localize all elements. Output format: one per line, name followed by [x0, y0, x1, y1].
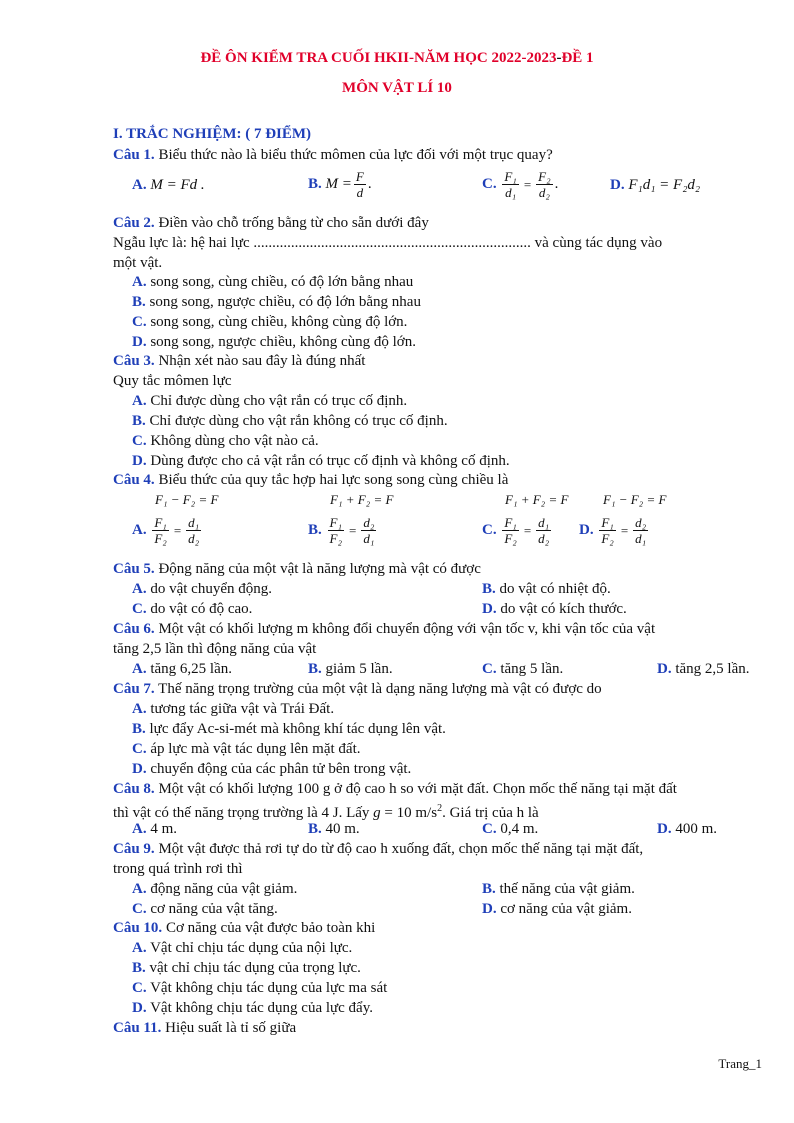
exam-title-main: ĐỀ ÔN KIỂM TRA CUỐI HKII-NĂM HỌC 2022-2023	[200, 50, 557, 66]
option-text: cơ năng của vật tăng.	[146, 901, 278, 917]
option-text: tăng 6,25 lần.	[146, 661, 232, 677]
option-label: B.	[308, 176, 322, 192]
q2-option-b	[132, 292, 421, 312]
option-label: B.	[308, 522, 322, 538]
option-text: song song, ngược chiều, không cùng độ lớn.	[146, 334, 416, 350]
denominator: d₂	[538, 531, 550, 547]
q3-option-c	[132, 431, 319, 451]
option-label: B.	[308, 661, 322, 677]
question-number: Câu 6.	[113, 621, 155, 637]
question-text: Cơ năng của vật được bảo toàn khi	[162, 920, 376, 936]
question-text: Điền vào chỗ trống bằng từ cho sẵn dưới đây	[154, 215, 429, 231]
option-text: Vật không chịu tác dụng của lực ma sát	[146, 980, 388, 996]
option-label: B.	[132, 721, 146, 737]
option-text: 4 m.	[146, 821, 178, 837]
option-label: C.	[132, 901, 147, 917]
option-text: Không dùng cho vật nào cả.	[146, 433, 319, 449]
q2-option-a	[132, 272, 413, 292]
option-text: do vật chuyển động.	[146, 581, 272, 597]
option-text: Chỉ được dùng cho vật rắn có trục cố định.	[146, 393, 408, 409]
question-9	[113, 839, 643, 859]
fraction	[361, 515, 376, 546]
option-text: song song, cùng chiều, không cùng độ lớn.	[146, 314, 408, 330]
option-text: song song, cùng chiều, có độ lớn bằng nhau	[146, 274, 414, 290]
q9-option-a	[132, 879, 297, 899]
question-7	[113, 679, 602, 699]
q8-option-b	[308, 819, 360, 839]
denominator: d₁	[635, 531, 647, 547]
numerator: F₁	[504, 169, 517, 185]
q6-option-d	[657, 659, 750, 679]
numerator: F	[355, 169, 364, 185]
question-text-line: trong quá trình rơi thì	[113, 861, 243, 877]
question-10	[113, 918, 375, 938]
fraction	[354, 169, 366, 200]
denominator: F₂	[504, 531, 517, 547]
option-text: lực đẩy Ac-si-mét mà không khí tác dụng lên vật.	[145, 721, 446, 737]
option-label: D.	[132, 453, 147, 469]
option-label: A.	[132, 661, 147, 677]
option-text: Vật không chịu tác dụng của lực đẩy.	[146, 1000, 373, 1016]
q7-option-d	[132, 759, 411, 779]
denominator: F₂	[329, 531, 342, 547]
q10-option-a	[132, 938, 352, 958]
q5-option-d	[482, 599, 627, 619]
q4-option-c: C. $\frac{\text{F₁}}{\text{F₂}}$ = $\frac{\text{d₁}}{\text{d₂}}$	[482, 515, 550, 547]
question-text-line: một vật.	[113, 255, 163, 271]
q7-option-c	[132, 739, 360, 759]
option-label: B.	[482, 581, 496, 597]
option-text: chuyển động của các phân tử bên trong vật.	[146, 761, 412, 777]
q1-option-a	[132, 175, 205, 195]
q5-option-c	[132, 599, 252, 619]
option-text: tăng 5 lần.	[496, 661, 564, 677]
subject-title: MÔN VẬT LÍ 10	[342, 80, 452, 96]
q6-option-b	[308, 659, 393, 679]
option-text: động năng của vật giảm.	[146, 881, 298, 897]
question-number: Câu 3.	[113, 353, 155, 369]
option-text: thế năng của vật giảm.	[495, 881, 635, 897]
option-label: C.	[482, 821, 497, 837]
question-text: Một vật được thả rơi tự do từ độ cao h xuống đất, chọn mốc thế năng tại mặt đất,	[154, 841, 644, 857]
fraction	[328, 515, 344, 546]
q10-option-c	[132, 978, 387, 998]
q3-option-a	[132, 391, 407, 411]
option-label: A.	[132, 940, 147, 956]
q6-option-c	[482, 659, 563, 679]
option-text: vật chỉ chịu tác dụng của trọng lực.	[145, 960, 361, 976]
q2-option-c	[132, 312, 407, 332]
option-label: D.	[482, 601, 497, 617]
option-text: Vật chỉ chịu tác dụng của nội lực.	[146, 940, 353, 956]
text-part: = 10 m/s	[380, 805, 438, 821]
numerator: F₁	[329, 515, 342, 531]
fraction	[536, 169, 552, 200]
q10-option-d	[132, 998, 373, 1018]
option-label: A.	[132, 581, 147, 597]
q1-option-d	[610, 175, 700, 195]
q9-option-c	[132, 899, 278, 919]
exam-title-number: ĐỀ 1	[561, 50, 594, 66]
question-5	[113, 559, 481, 579]
denominator: d₁	[505, 185, 517, 201]
denominator: F₂	[154, 531, 167, 547]
option-label: D.	[657, 661, 672, 677]
option-label: B.	[132, 413, 146, 429]
question-number: Câu 11.	[113, 1020, 162, 1036]
option-label: C.	[132, 741, 147, 757]
fraction	[186, 515, 201, 546]
fraction	[599, 515, 615, 546]
option-label: D.	[132, 334, 147, 350]
option-label: D.	[132, 761, 147, 777]
option-formula: M = Fd .	[150, 177, 205, 193]
option-text: 0,4 m.	[496, 821, 539, 837]
fraction	[502, 515, 518, 546]
q4-d-sum: F₁ − F₂ = F	[603, 492, 667, 507]
question-6	[113, 619, 655, 639]
question-number: Câu 7.	[113, 681, 155, 697]
symbol-g: g	[373, 805, 381, 821]
question-number: Câu 2.	[113, 215, 155, 231]
fraction	[152, 515, 168, 546]
question-8	[113, 779, 677, 799]
numerator: F₁	[154, 515, 167, 531]
option-text: 400 m.	[671, 821, 718, 837]
q7-option-b	[132, 719, 446, 739]
question-text: Động năng của một vật là năng lượng mà vật có được	[154, 561, 481, 577]
q8-option-d	[657, 819, 717, 839]
option-text: tăng 2,5 lần.	[671, 661, 750, 677]
q4-option-b: B. $\frac{\text{F₁}}{\text{F₂}}$ = $\frac{\text{d₂}}{\text{d₁}}$	[308, 515, 375, 547]
option-label: A.	[132, 393, 147, 409]
q1-option-c: C. $\frac{\text{F₁}}{\text{d₁}}$ = $\frac{\text{F₂}}{\text{d₂}}$ .	[482, 169, 559, 201]
denominator: d₂	[188, 531, 200, 547]
text-part: . Giá trị của h là	[442, 805, 539, 821]
option-label: C.	[132, 314, 147, 330]
option-formula: F₁d₁ = F₂d₂	[628, 177, 701, 193]
option-label: A.	[132, 177, 147, 193]
option-text: giảm 5 lần.	[321, 661, 393, 677]
question-text: Biểu thức của quy tắc hợp hai lực song song cùng chiều là	[154, 472, 509, 488]
page-number: Trang_1	[718, 1056, 762, 1071]
numerator: F₁	[504, 515, 517, 531]
question-text: Một vật có khối lượng m không đổi chuyển động với vận tốc v, khi vận tốc của vật	[154, 621, 656, 637]
question-number: Câu 10.	[113, 920, 163, 936]
option-label: B.	[308, 821, 322, 837]
option-label: A.	[132, 701, 147, 717]
option-label: C.	[132, 980, 147, 996]
numerator: d₂	[363, 515, 375, 531]
denominator: F₂	[601, 531, 614, 547]
denominator: d₁	[363, 531, 375, 547]
option-text: song song, ngược chiều, có độ lớn bằng nhau	[145, 294, 421, 310]
fraction	[502, 169, 518, 200]
denominator: d	[356, 185, 364, 201]
exam-title	[0, 50, 794, 67]
q8-option-a	[132, 819, 177, 839]
q5-option-a	[132, 579, 272, 599]
option-label: A.	[132, 522, 147, 538]
option-label: A.	[132, 881, 147, 897]
q7-option-a	[132, 699, 334, 719]
fraction	[536, 515, 551, 546]
question-3	[113, 351, 365, 371]
formula-lhs: M =	[325, 176, 352, 192]
q2-option-d	[132, 332, 416, 352]
q9-option-d	[482, 899, 632, 919]
exam-title-sep: -	[556, 50, 562, 66]
option-label: B.	[132, 294, 146, 310]
question-text-line: Quy tắc mômen lực	[113, 373, 232, 389]
denominator: d₂	[538, 185, 550, 201]
q10-option-b	[132, 958, 361, 978]
question-text: Một vật có khối lượng 100 g ở độ cao h so với mặt đất. Chọn mốc thế năng tại mặt đất	[154, 781, 677, 797]
q8-option-c	[482, 819, 538, 839]
q5-option-b	[482, 579, 611, 599]
q4-a-sum: F₁ − F₂ = F	[155, 492, 219, 507]
q1-option-b: B. M = $\frac{F}{d}$ .	[308, 169, 372, 201]
question-number: Câu 1.	[113, 147, 155, 163]
q4-b-sum: F₁ + F₂ = F	[330, 492, 394, 507]
numerator: F₂	[538, 169, 551, 185]
option-label: D.	[132, 1000, 147, 1016]
question-text: Thế năng trọng trường của một vật là dạng năng lượng mà vật có được do	[154, 681, 602, 697]
option-label: B.	[482, 881, 496, 897]
option-label: C.	[482, 176, 497, 192]
question-number: Câu 9.	[113, 841, 155, 857]
superscript: 2	[437, 803, 443, 814]
q3-option-b	[132, 411, 448, 431]
option-label: C.	[132, 433, 147, 449]
option-label: B.	[132, 960, 146, 976]
numerator: d₂	[635, 515, 647, 531]
q4-option-d: D. $\frac{\text{F₁}}{\text{F₂}}$ = $\frac{\text{d₂}}{\text{d₁}}$	[579, 515, 647, 547]
q6-option-a	[132, 659, 232, 679]
question-1	[113, 145, 553, 165]
option-label: A.	[132, 821, 147, 837]
question-text: Nhận xét nào sau đây là đúng nhất	[154, 353, 366, 369]
option-text: áp lực mà vật tác dụng lên mặt đất.	[146, 741, 361, 757]
option-label: A.	[132, 274, 147, 290]
option-label: C.	[132, 601, 147, 617]
text-part: thì vật có thế năng trọng trường là 4 J. Lấy	[113, 805, 374, 821]
option-text: do vật có kích thước.	[496, 601, 627, 617]
option-label: D.	[579, 522, 594, 538]
option-text: cơ năng của vật giảm.	[496, 901, 632, 917]
question-text: Hiệu suất là tỉ số giữa	[161, 1020, 297, 1036]
question-text-line: Ngẫu lực là: hệ hai lực .......................................................................... và cùng tác dụng vào	[113, 235, 663, 251]
q4-option-a: A. $\frac{\text{F₁}}{\text{F₂}}$ = $\frac{\text{d₁}}{\text{d₂}}$	[132, 515, 200, 547]
option-label: D.	[482, 901, 497, 917]
question-11	[113, 1018, 296, 1038]
question-4	[113, 470, 508, 490]
option-text: Dùng được cho cả vật rắn có trục cố định và không cố định.	[146, 453, 510, 469]
q3-option-d	[132, 451, 510, 471]
question-number: Câu 8.	[113, 781, 155, 797]
option-text: do vật có nhiệt độ.	[495, 581, 611, 597]
section-heading: I. TRẮC NGHIỆM: ( 7 ĐIỂM)	[113, 126, 312, 142]
question-number: Câu 4.	[113, 472, 155, 488]
option-text: Chỉ được dùng cho vật rắn không có trục cố định.	[145, 413, 448, 429]
q4-c-sum: F₁ + F₂ = F	[505, 492, 569, 507]
option-text: do vật có độ cao.	[146, 601, 253, 617]
question-text: Biểu thức nào là biểu thức mômen của lực đối với một trục quay?	[154, 147, 553, 163]
q9-option-b	[482, 879, 635, 899]
option-label: C.	[482, 661, 497, 677]
question-2	[113, 213, 429, 233]
option-text: 40 m.	[321, 821, 360, 837]
numerator: d₁	[538, 515, 550, 531]
option-label: C.	[482, 522, 497, 538]
question-number: Câu 5.	[113, 561, 155, 577]
numerator: d₁	[188, 515, 200, 531]
numerator: F₁	[601, 515, 614, 531]
question-text-line: tăng 2,5 lần thì động năng của vật	[113, 641, 317, 657]
option-label: D.	[657, 821, 672, 837]
option-text: tương tác giữa vật và Trái Đất.	[146, 701, 335, 717]
fraction	[633, 515, 648, 546]
option-label: D.	[610, 177, 625, 193]
